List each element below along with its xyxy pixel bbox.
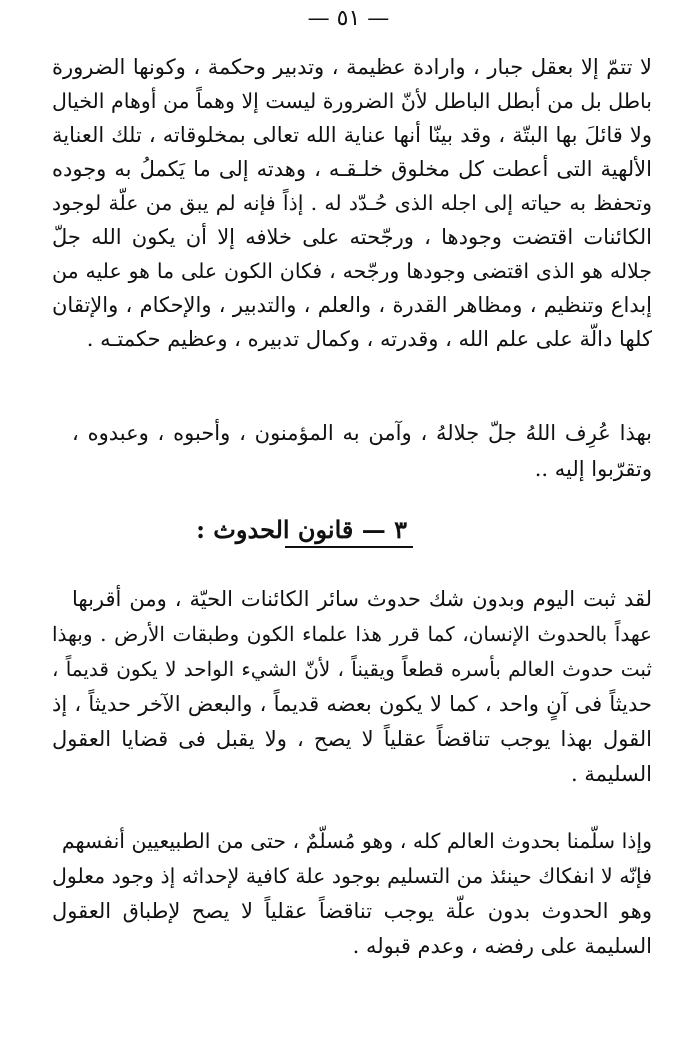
- section-heading: ٣ — قانون الحدوث :: [196, 515, 407, 544]
- text-line: القول بهذا يوجب تناقضاً عقلياً لا يصح ، ولا يقبل فى قضايا العقول: [52, 727, 652, 751]
- text-line: ثبت حدوث العالم بأسره قطعاً ويقيناً ، لأنّ الشيء الواحد لا يكون قديماً ،: [52, 657, 652, 681]
- text-line: وهو الحدوث بدون علّة يوجب تناقضاً عقلياً لا يصح لإطباق العقول: [52, 899, 652, 923]
- text-line: ولا قائلَ بها البتّة ، وقد بينّا أنها عناية الله تعالى بمخلوقاته ، تلك العناية: [52, 123, 652, 147]
- paragraph-4: [52, 826, 652, 976]
- heading-underline: [285, 546, 413, 548]
- paragraph-2: [52, 418, 652, 488]
- text-line: لقد ثبت اليوم وبدون شك حدوث سائر الكائنات الحيّة ، ومن أقربها: [72, 587, 652, 611]
- text-line: عهداً بالحدوث الإنسان، كما قرر هذا علماء الكون وطبقات الأرض . وبهذا: [52, 622, 652, 646]
- text-line: وتحفظ به حياته إلى اجله الذى حُـدّد له . إذاً فإنه لم يبق من علّة لوجود: [52, 191, 652, 215]
- text-line: جلاله هو الذى اقتضى وجودها ورجّحه ، فكان الكون على ما هو عليه من: [52, 259, 652, 283]
- text-line: لا تتمّ إلا بعقل جبار ، وارادة عظيمة ، وتدبير وحكمة ، وكونها الضرورة: [52, 55, 652, 79]
- paragraph-1: [52, 52, 652, 351]
- page-number: — ٥١ —: [307, 6, 390, 31]
- text-line: باطل بل من أبطل الباطل لأنّ الضرورة ليست إلا وهماً من أوهام الخيال: [52, 89, 652, 113]
- text-line: كلها دالّة على علم الله ، وقدرته ، وكمال تدبيره ، وعظيم حكمتـه .: [86, 327, 652, 351]
- text-line: وإذا سلّمنا بحدوث العالم كله ، وهو مُسلّمٌ ، حتى من الطبيعيين أنفسهم: [61, 829, 652, 853]
- text-line: السليمة .: [570, 762, 652, 786]
- text-line: بهذا عُرِف اللهُ جلّ جلالهُ ، وآمن به المؤمنون ، وأحبوه ، وعبدوه ،: [72, 421, 652, 445]
- text-line: إبداع وتنظيم ، ومظاهر القدرة ، والعلم ، والتدبير ، والإحكام ، والإتقان: [52, 293, 652, 317]
- text-line: فإنّه لا انفكاك حينئذ من التسليم بوجود علة كافية لإحداثه إذ وجود معلول: [52, 864, 652, 888]
- text-line: الكائنات اقتضت وجودها ، ورجّحته على خلافه إلا أن يكون الله جلّ: [52, 225, 652, 249]
- paragraph-3: [52, 584, 652, 794]
- text-line: حديثاً فى آنٍ واحد ، كما لا يكون بعضه قديماً ، والبعض الآخر حديثاً ، إذ: [52, 692, 652, 716]
- text-line: السليمة على رفضه ، وعدم قبوله .: [352, 934, 652, 958]
- text-line: وتقرّبوا إليه ..: [534, 457, 652, 481]
- text-line: الألهية التى أعطت كل مخلوق خلـقـه ، وهدته إلى ما يَكملُ به وجوده: [52, 157, 652, 181]
